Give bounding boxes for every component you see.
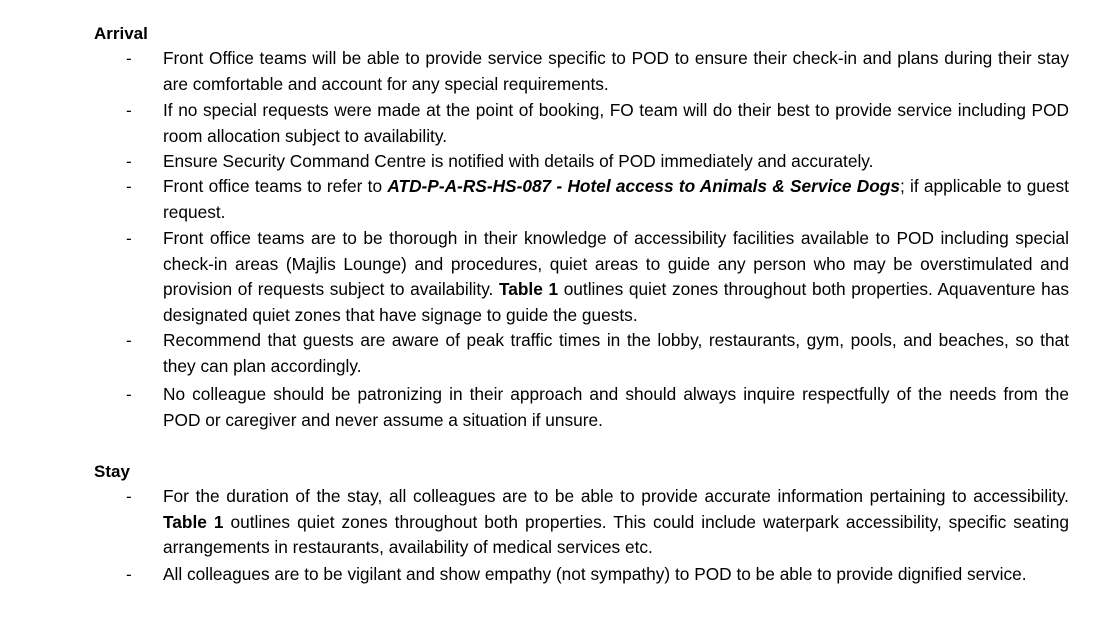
list-item-text [163,226,1069,328]
stay-heading: Stay [94,462,130,481]
bullet-dash: - [126,565,132,584]
policy-reference: ATD-P-A-RS-HS-087 - Hotel access to Animals & Service Dogs [387,176,900,196]
list-item-text: All colleagues are to be vigilant and show empathy (not sympathy) to POD to be able to provide dignified service. [163,564,1027,584]
text-segment: outlines quiet zones throughout both properties. Aquaventure has designated quiet zones that have signage to guide the guests. [163,279,1070,325]
table-reference: Table 1 [498,279,559,299]
arrival-heading: Arrival [94,24,148,43]
text-segment: Front office teams are to be thorough in their knowledge of accessibility facilities available to POD including special check-in areas (Majlis Lounge) and procedures, quiet areas to guide any person who may be overstimulated and provision of requests subject to availability. [163,228,1069,299]
list-item-text [163,174,1069,225]
bullet-dash: - [126,331,132,350]
bullet-dash: - [126,101,132,120]
bullet-dash: - [126,177,132,196]
list-item-text: No colleague should be patronizing in their approach and should always inquire respectfully of the needs from the POD or caregiver and never assume a situation if unsure. [163,384,1069,430]
bullet-dash: - [126,487,132,506]
bullet-dash: - [126,385,132,404]
text-segment: For the duration of the stay, all colleagues are to be able to provide accurate information pertaining to accessibility. [163,486,1069,506]
list-item-text: Recommend that guests are aware of peak traffic times in the lobby, restaurants, gym, pools, and beaches, so that they can plan accordingly. [163,330,1069,376]
text-segment: outlines quiet zones throughout both properties. This could include waterpark accessibility, specific seating arrangements in restaurants, availability of medical services etc. [163,511,1070,557]
text-segment: Front office teams to refer to [163,176,388,196]
bullet-dash: - [126,229,132,248]
bullet-dash: - [126,152,132,171]
list-item-text [163,484,1069,561]
bullet-dash: - [126,49,132,68]
text-segment: ; if applicable to guest request. [163,176,1069,222]
table-reference: Table 1 [163,511,224,532]
list-item-text: If no special requests were made at the point of booking, FO team will do their best to provide service including POD room allocation subject to availability. [163,100,1069,146]
list-item-text: Ensure Security Command Centre is notified with details of POD immediately and accurately. [163,151,874,171]
list-item-text: Front Office teams will be able to provide service specific to POD to ensure their check-in and plans during their stay are comfortable and account for any special requirements. [163,48,1069,94]
